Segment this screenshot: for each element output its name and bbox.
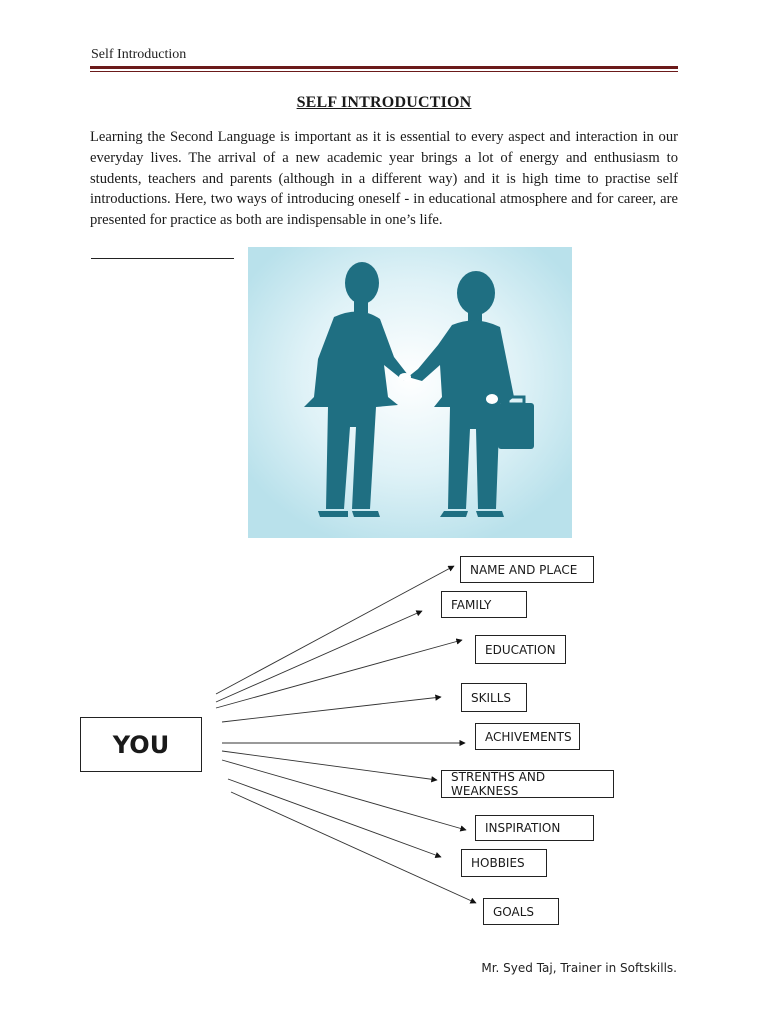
arrow-strenths-and-weakness [222,751,437,780]
item-education: EDUCATION [475,635,566,664]
arrow-inspiration [222,760,466,830]
running-header: Self Introduction [91,47,187,62]
page-title: SELF INTRODUCTION [296,94,472,111]
arrow-goals [231,792,476,903]
arrow-skills [222,697,441,722]
item-family: FAMILY [441,591,527,618]
intro-paragraph: Learning the Second Language is important as it is essential to every aspect and interaction in our everyday lives. The arrival of a new academic year brings a lot of energy and enthusiasm to students, teachers and parents (although in a different way) and it is high time to practise self introductions. Here, two ways of introducing oneself - in educational atmosphere and for career, are presented for practice as both are indispensable in one’s life. [90,129,678,229]
item-hobbies: HOBBIES [461,849,547,877]
item-inspiration: INSPIRATION [475,815,594,841]
item-goals: GOALS [483,898,559,925]
you-box: YOU [80,717,202,772]
arrow-family [216,611,422,702]
author-footer: Mr. Syed Taj, Trainer in Softskills. [481,961,677,975]
item-name-and-place: NAME AND PLACE [460,556,594,583]
item-strenths-and-weakness: STRENTHS AND WEAKNESS [441,770,614,798]
item-skills: SKILLS [461,683,527,712]
arrow-hobbies [228,779,441,857]
item-achivements: ACHIVEMENTS [475,723,580,750]
